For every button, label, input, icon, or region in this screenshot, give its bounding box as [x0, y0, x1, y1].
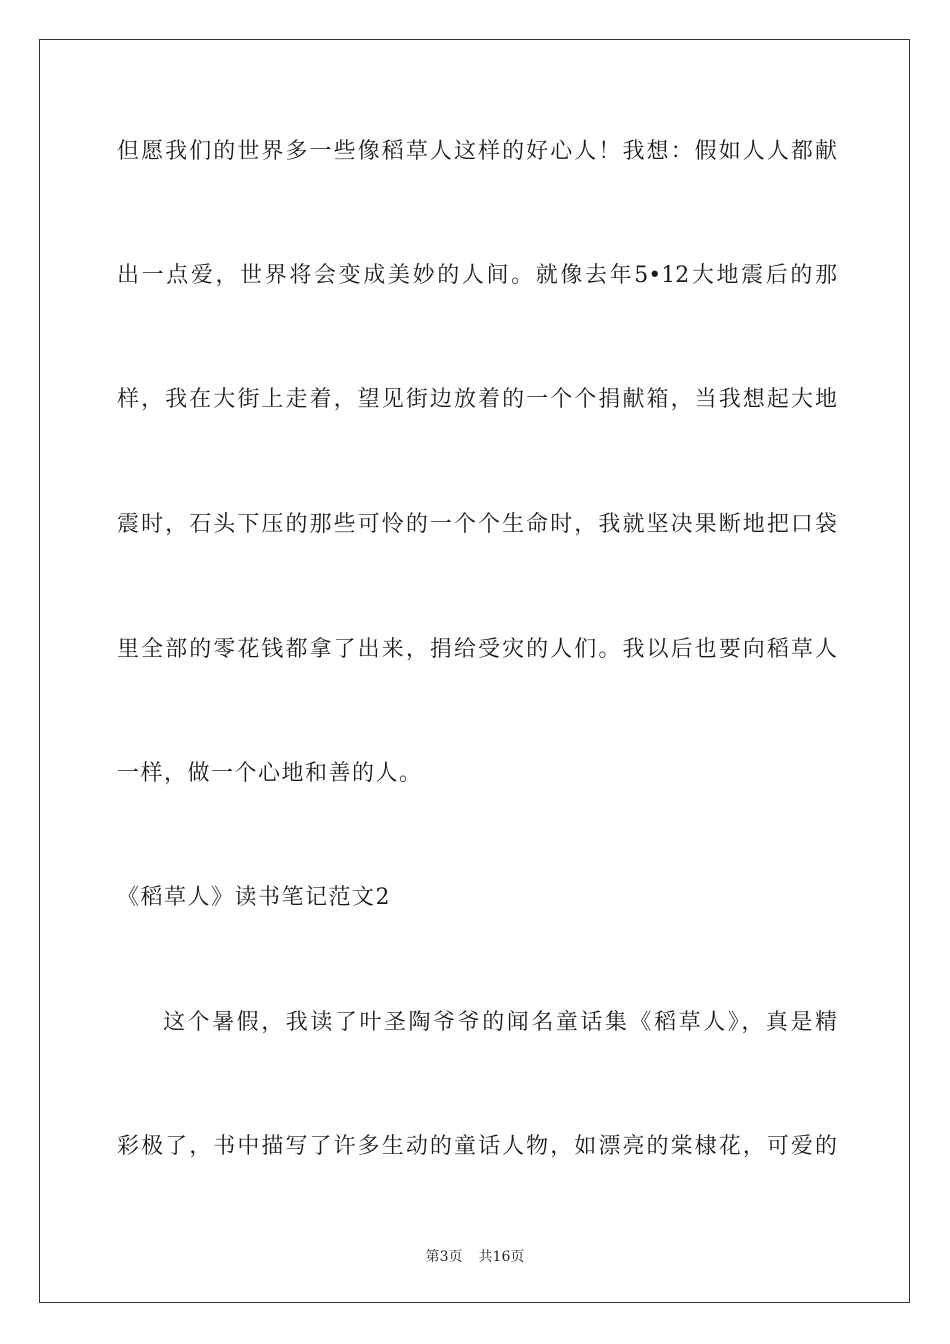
text-line-2: 出一点爱，世界将会变成美妙的人间。就像去年5•12大地震后的那: [117, 263, 837, 288]
text-line-5: 里全部的零花钱都拿了出来，捐给受灾的人们。我以后也要向稻草人: [117, 637, 837, 662]
page-border: [39, 39, 910, 1303]
text-line-4: 震时，石头下压的那些可怜的一个个生命时，我就坚决果断地把口袋: [117, 512, 837, 537]
text-line-1: 但愿我们的世界多一些像稻草人这样的好心人！我想：假如人人都献: [117, 139, 837, 164]
page-number-current: 第3页: [425, 1249, 463, 1265]
text-line-3: 样，我在大街上走着，望见街边放着的一个个捐献箱，当我想起大地: [117, 387, 837, 412]
paragraph2-line-1: 这个暑假，我读了叶圣陶爷爷的闻名童话集《稻草人》，真是精: [163, 1010, 837, 1035]
page-footer: [0, 1248, 950, 1266]
paragraph2-line-2: 彩极了，书中描写了许多生动的童话人物，如漂亮的棠棣花，可爱的: [117, 1134, 837, 1159]
page-number-total: 共16页: [478, 1249, 525, 1265]
section-heading: 《稻草人》读书笔记范文2: [117, 885, 391, 910]
text-line-6: 一样，做一个心地和善的人。: [117, 761, 423, 786]
